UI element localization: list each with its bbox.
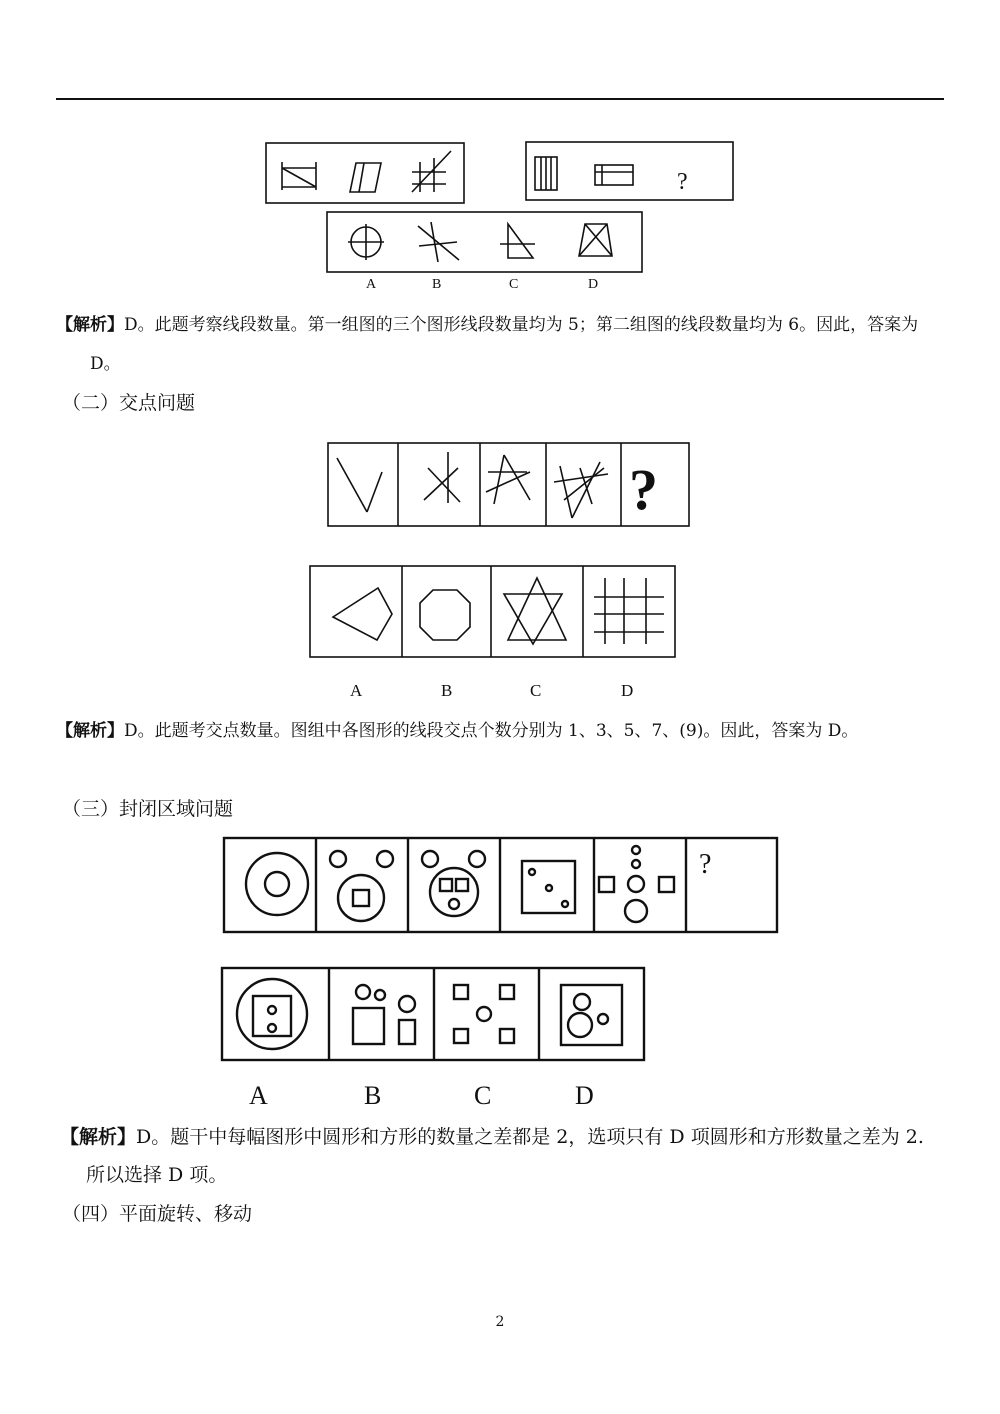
option1-label-b: B	[432, 277, 442, 292]
analysis3-text: D。题干中每幅图形中圆形和方形的数量之差都是 2，选项只有 D 项圆形和方形数量之差为 2.	[136, 1126, 924, 1148]
option3-label-d: D	[575, 1081, 594, 1110]
option3-b-circles-rects	[353, 985, 415, 1044]
q3-cell4-square-dots	[522, 861, 575, 913]
analysis2-text: D。此题考交点数量。图组中各图形的线段交点个数分别为 1、3、5、7、(9)。因此，答案为 D。	[124, 721, 859, 741]
option2-label-d: D	[621, 681, 634, 700]
q2-question-mark: ?	[629, 457, 658, 522]
q3-cell3-circles-squares	[422, 851, 485, 916]
analysis1-text: D。此题考察线段数量。第一组图的三个图形线段数量均为 5；第二组图的线段数量均为 6。因此，答案为	[124, 315, 919, 335]
option3-c-squares-circle	[454, 985, 514, 1043]
analysis-tag: 【解析】	[56, 315, 124, 335]
section2-title: （二）交点问题	[62, 392, 196, 414]
q3-cell2-circles-square	[330, 851, 393, 921]
figure1-question-mark: ?	[677, 169, 688, 195]
section3-title: （三）封闭区域问题	[62, 798, 234, 820]
analysis-tag: 【解析】	[56, 721, 124, 741]
option1-label-d: D	[588, 277, 599, 292]
q3-cell1-concentric-circles	[246, 853, 308, 915]
option3-label-c: C	[474, 1081, 492, 1110]
analysis3-line2: 所以选择 D 项。	[86, 1164, 228, 1186]
option1-label-c: C	[509, 277, 519, 292]
option2-label-b: B	[441, 681, 453, 700]
q3-cell5-circles-squares	[599, 846, 674, 922]
option1-label-a: A	[366, 277, 377, 292]
option3-d-square-circles	[561, 985, 622, 1045]
option3-a-circle-square	[237, 979, 307, 1049]
analysis3-line1	[60, 1124, 924, 1150]
option3-label-b: B	[364, 1081, 382, 1110]
q3-question-mark: ?	[699, 849, 712, 880]
option3-label-a: A	[249, 1081, 268, 1110]
option2-label-a: A	[350, 681, 363, 700]
section4-title: （四）平面旋转、移动	[62, 1203, 253, 1225]
analysis-tag: 【解析】	[60, 1126, 137, 1148]
option2-label-c: C	[530, 681, 542, 700]
page-number: 2	[495, 1314, 505, 1330]
analysis1-line2: D。	[90, 354, 121, 374]
